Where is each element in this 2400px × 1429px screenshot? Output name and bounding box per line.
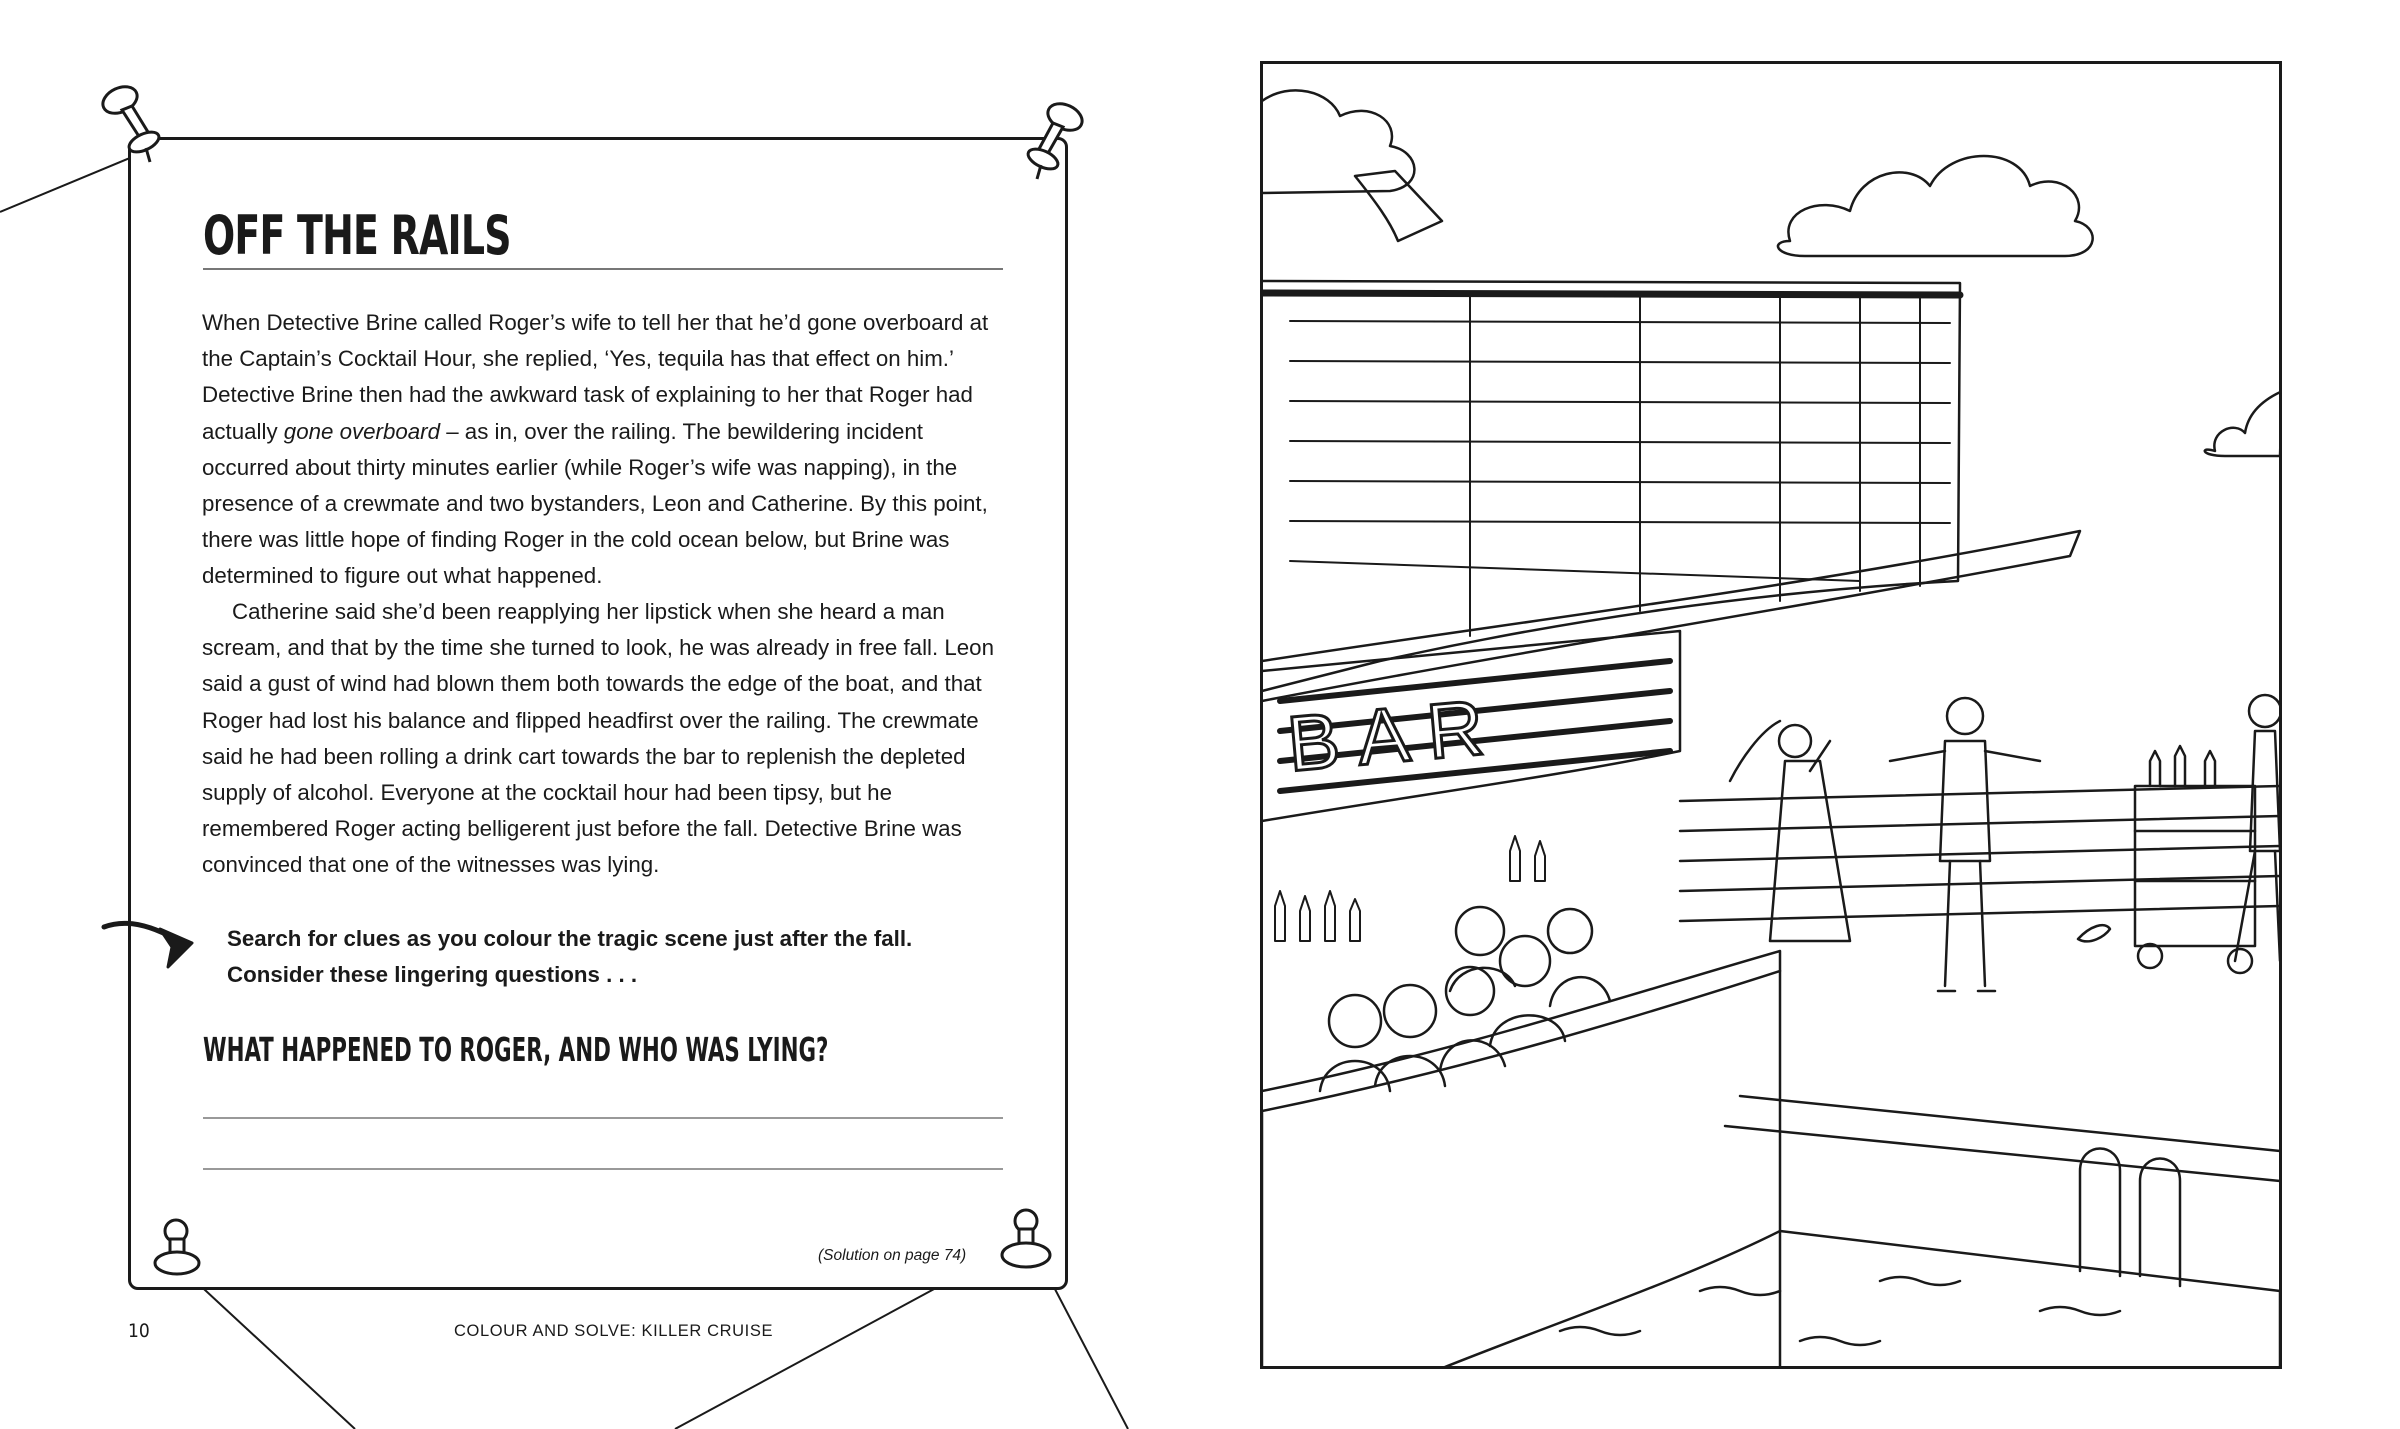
story-text: When Detective Brine called Roger’s wife to tell her that he’d gone overboard at the Captain’s Cocktail Hour, she replied, ‘Yes, tequila has that effect on him.’ Detective Brine then had the awkward task of explaining to her that Roger had actually (202, 310, 989, 444)
story-paragraph-2: Catherine said she’d been reapplying her lipstick when she heard a man scream, and that by the time she turned to look, he was already in free fall. Leon said a gust of wind had blown them both towards the edge of the boat, and that Roger had lost his balance and flipped headfirst over the railing. The crewmate said he had been rolling a drink cart towards the bar to replenish the depleted supply of alcohol. Everyone at the cocktail hour had been tipsy, but he remembered Roger acting belligerent just before the fall. Detective Brine was convinced that one of the witnesses was lying. (202, 599, 994, 878)
page-title: OFF THE RAILS (203, 204, 511, 267)
answer-line-1[interactable] (203, 1117, 1003, 1119)
answer-line-2[interactable] (203, 1168, 1003, 1170)
bar-sign: BAR (1283, 681, 1506, 788)
solution-note: (Solution on page 74) (818, 1247, 967, 1264)
question-heading: WHAT HAPPENED TO ROGER, AND WHO WAS LYING? (203, 1030, 829, 1069)
push-pin-icon (1015, 95, 1095, 185)
story-emphasis: gone overboard (283, 418, 440, 444)
push-pin-icon (996, 1205, 1056, 1280)
title-rule (203, 268, 1003, 270)
story-paragraph-1 (202, 305, 1002, 595)
story-text: – as in, over the railing. The bewildering incident occurred about thirty minutes earlier (while Roger’s wife was napping), in the presence of a crewmate and two bystanders, Leon and Catherine. By this point, there was little hope of finding Roger in the cold ocean below, but Brine was determined to figure out what happened. (202, 418, 988, 589)
page-number: 10 (128, 1320, 150, 1342)
cruise-bar-illustration (1260, 61, 2282, 1369)
push-pin-icon (148, 1215, 208, 1285)
push-pin-icon (92, 78, 172, 168)
clue-prompt: Search for clues as you colour the tragic scene just after the fall. Consider these lingering questions . . . (227, 926, 913, 987)
arrow-icon (100, 905, 200, 975)
running-head: COLOUR AND SOLVE: KILLER CRUISE (454, 1322, 774, 1340)
